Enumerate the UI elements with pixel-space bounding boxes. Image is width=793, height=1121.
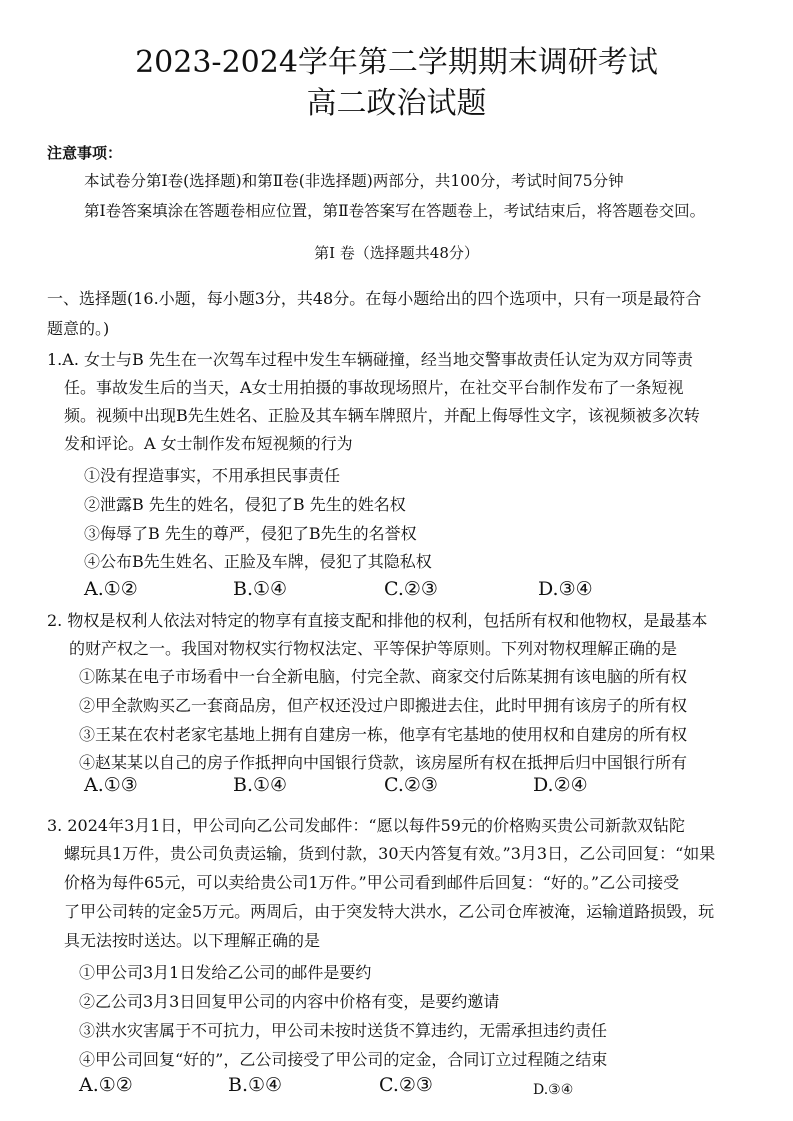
- question-1-option-3: ③侮辱了B 先生的尊严，侵犯了B先生的名誉权: [84, 524, 417, 543]
- question-3-stem-line: 了甲公司转的定金5万元。两周后，由于突发特大洪水，乙公司仓库被淹，运输道路损毁，玩: [64, 902, 715, 921]
- question-1-stem-line: 频。视频中出现B先生姓名、正脸及其车辆车牌照片，并配上侮辱性文字，该视频被多次转: [64, 406, 700, 425]
- section-title: 第I 卷（选择题共48分）: [314, 244, 479, 262]
- exam-title: 2023-2024学年第二学期期末调研考试: [135, 45, 658, 80]
- question-2-stem-line: 的财产权之一。我国对物权实行物权法定、平等保护等原则。下列对物权理解正确的是: [69, 639, 678, 658]
- question-3-option-2: ②乙公司3月3日回复甲公司的内容中价格有变，是要约邀请: [79, 992, 500, 1011]
- question-3-choice-c: C.②③: [379, 1074, 433, 1096]
- question-2-option-1: ①陈某在电子市场看中一台全新电脑，付完全款、商家交付后陈某拥有该电脑的所有权: [79, 667, 688, 686]
- question-1-choice-c: C.②③: [384, 578, 438, 600]
- question-2-option-4: ④赵某某以自己的房子作抵押向中国银行贷款，该房屋所有权在抵押后归中国银行所有: [79, 753, 688, 772]
- question-3-stem-line: 3. 2024年3月1日，甲公司向乙公司发邮件：“愿以每件59元的价格购买贵公司新款双钻陀: [47, 816, 685, 835]
- question-2-choice-d: D.②④: [533, 774, 588, 796]
- question-3-option-3: ③洪水灾害属于不可抗力，甲公司未按时送货不算违约，无需承担违约责任: [79, 1021, 608, 1040]
- section-intro-line-1: 一、选择题(16.小题，每小题3分，共48分。在每小题给出的四个选项中，只有一项是最符合: [47, 289, 702, 308]
- question-2-choice-a: A.①③: [84, 774, 138, 796]
- question-1-option-1: ①没有捏造事实，不用承担民事责任: [84, 466, 341, 485]
- question-1-stem-line: 任。事故发生后的当天，A女士用拍摄的事故现场照片，在社交平台制作发布了一条短视: [64, 378, 684, 397]
- question-3-stem-line: 价格为每件65元，可以卖给贵公司1万件。”甲公司看到邮件后回复：“好的。”乙公司接受: [64, 873, 680, 892]
- question-3-choice-b: B.①④: [228, 1074, 283, 1096]
- notice-heading: 注意事项：: [47, 144, 123, 162]
- question-2-choice-c: C.②③: [384, 774, 438, 796]
- notice-line-2: 第I卷答案填涂在答题卷相应位置，第Ⅱ卷答案写在答题卷上，考试结束后，将答题卷交回。: [84, 202, 706, 220]
- question-3-choice-a: A.①②: [79, 1074, 133, 1096]
- question-3-option-4: ④甲公司回复“好的”，乙公司接受了甲公司的定金，合同订立过程随之结束: [79, 1050, 608, 1069]
- question-3-stem-line: 螺玩具1万件，贵公司负责运输，货到付款，30天内答复有效。”3月3日，乙公司回复：“如果: [64, 844, 716, 863]
- question-1-stem-line: 发和评论。A 女士制作发布短视频的行为: [64, 434, 353, 453]
- question-3-choice-d: D.③④: [533, 1082, 574, 1098]
- question-1-option-4: ④公布B先生姓名、正脸及车牌，侵犯了其隐私权: [84, 552, 432, 571]
- question-3-option-1: ①甲公司3月1日发给乙公司的邮件是要约: [79, 963, 372, 982]
- question-3-stem-line: 具无法按时送达。以下理解正确的是: [64, 931, 321, 950]
- question-1-choice-d: D.③④: [538, 578, 593, 600]
- question-1-option-2: ②泄露B 先生的姓名，侵犯了B 先生的姓名权: [84, 495, 406, 514]
- question-2-option-2: ②甲全款购买乙一套商品房，但产权还没过户即搬进去住，此时甲拥有该房子的所有权: [79, 696, 688, 715]
- question-2-choice-b: B.①④: [233, 774, 288, 796]
- question-2-stem-line: 2. 物权是权利人依法对特定的物享有直接支配和排他的权利，包括所有权和他物权，是最基本: [47, 611, 708, 630]
- question-2-option-3: ③王某在农村老家宅基地上拥有自建房一栋，他享有宅基地的使用权和自建房的所有权: [79, 725, 688, 744]
- question-1-stem-line: 1.A. 女士与B 先生在一次驾车过程中发生车辆碰撞，经当地交警事故责任认定为双方同等责: [47, 350, 693, 369]
- notice-line-1: 本试卷分第I卷(选择题)和第Ⅱ卷(非选择题)两部分，共100分，考试时间75分钟: [84, 172, 624, 190]
- question-1-choice-a: A.①②: [84, 578, 138, 600]
- exam-subtitle: 高二政治试题: [306, 86, 487, 121]
- section-intro-line-2: 题意的。): [47, 319, 110, 338]
- question-1-choice-b: B.①④: [233, 578, 288, 600]
